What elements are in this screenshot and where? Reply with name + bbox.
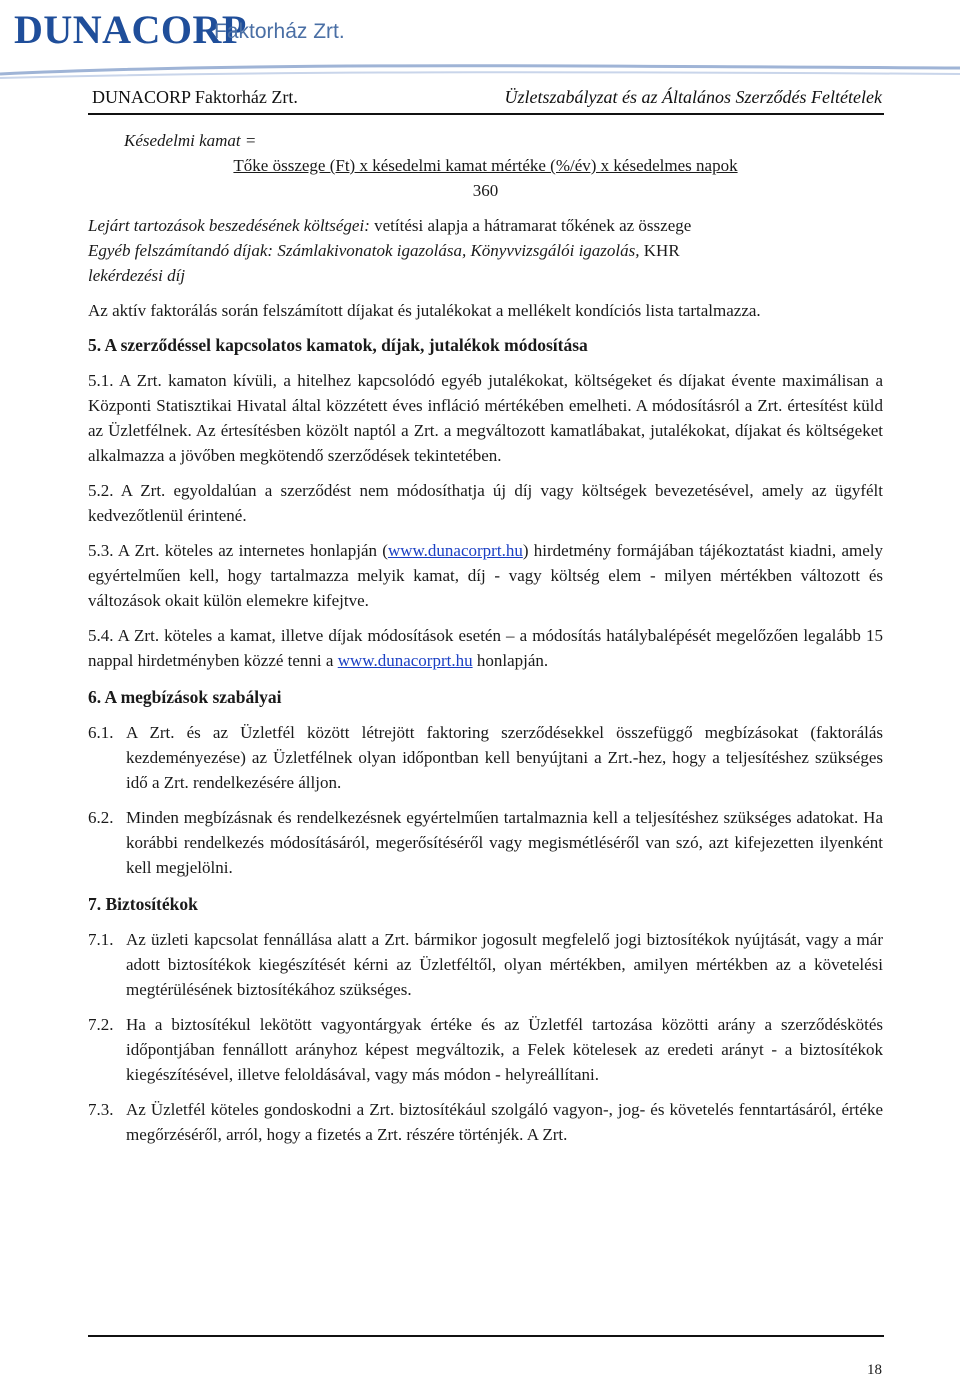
list-item xyxy=(88,1012,883,1087)
item-text: Az üzleti kapcsolat fennállása alatt a Zrt. bármikor jogosult megfelelő jogi biztosítékok nyújtását, vagy a már adott biztosítékok kiegészítését kérni az Üzletféltől, olyan mértékben, amilyen mértékben az a követelési megtérülésének biztosítékához szükséges. xyxy=(126,930,883,999)
item-text: A Zrt. és az Üzletfél között létrejött faktoring szerződésekkel összefüggő megbízásokat (faktorálás kezdeményezése) az Üzletfélnek olyan időpontban kell benyújtani a Zrt.-hez, hogy a teljesítéshez szükséges idő a Zrt. rendelkezésére álljon. xyxy=(126,723,883,792)
list-item xyxy=(88,1097,883,1147)
collection-costs-line xyxy=(88,213,883,238)
running-header-company: DUNACORP Faktorház Zrt. xyxy=(92,87,298,107)
formula-numerator: Tőke összege (Ft) x késedelmi kamat mértéke (%/év) x késedelmes napok xyxy=(233,156,738,175)
footer-rule xyxy=(88,1335,884,1337)
paragraph-5-4-text-b: honlapján. xyxy=(472,651,549,670)
item-text: Minden megbízásnak és rendelkezésnek egyértelműen tartalmaznia kell a teljesítéshez szükséges adatokat. Ha korábbi rendelkezés módosításáról, megerősítéséről vagy megismétléséről van szó, azt kifejezetten ilyenként kell megjelölni. xyxy=(126,808,883,877)
header-logo xyxy=(0,0,960,80)
item-text: Ha a biztosítékul lekötött vagyontárgyak értéke és az Üzletfél tartozása közötti arány a szerződéskötés időpontjában fennállott arányhoz képest megváltozik, a Felek kötelesek az eredeti arányt - a biztosítékok kiegészítésével, illetve feloldásával, vagy más módon - helyreállítani. xyxy=(126,1015,883,1084)
section-5-heading: 5. A szerződéssel kapcsolatos kamatok, díjak, jutalékok módosítása xyxy=(88,335,588,355)
paragraph-5-3 xyxy=(88,538,883,613)
running-header-title: Üzletszabályzat és az Általános Szerződés Feltételek xyxy=(504,87,882,107)
formula-label: Késedelmi kamat = xyxy=(124,131,257,150)
list-item xyxy=(88,805,883,880)
conditions-paragraph: Az aktív faktorálás során felszámított díjakat és jutalékokat a mellékelt kondíciós lista tartalmazza. xyxy=(88,301,761,320)
item-number: 7.1. xyxy=(88,930,114,949)
collection-costs-label: Lejárt tartozások beszedésének költségei: xyxy=(88,216,370,235)
header-rule xyxy=(88,113,884,115)
brand-subtitle: Faktorház Zrt. xyxy=(214,20,345,43)
item-number: 7.2. xyxy=(88,1015,114,1034)
section-7-heading: 7. Biztosítékok xyxy=(88,894,198,914)
collection-costs-text: vetítési alapja a hátramarat tőkének az összege xyxy=(369,216,692,235)
brand-logo: DUNACORP xyxy=(14,7,247,52)
paragraph-5-2: 5.2. A Zrt. egyoldalúan a szerződést nem módosíthatja új díj vagy költségek bevezetésével, amely az ügyfélt kedvezőtlenül érintené. xyxy=(88,481,883,525)
other-fees-label: Egyéb felszámítandó díjak: Számlakivonatok igazolása, Könyvvizsgálói igazolás, xyxy=(88,241,640,260)
paragraph-5-4-text-a: 5.4. A Zrt. köteles a kamat, illetve díjak módosítások esetén – a módosítás hatálybalépését megelőzően legalább 15 nappal hirdetményben közzé tenni a xyxy=(88,626,883,670)
other-fees-line-end: lekérdezési díj xyxy=(88,266,186,285)
website-link[interactable]: www.dunacorprt.hu xyxy=(337,651,473,670)
paragraph-5-1: 5.1. A Zrt. kamaton kívüli, a hitelhez kapcsolódó egyéb jutalékokat, költségeket és díjakat évente maximálisan a Központi Statisztikai Hivatal által közzétett éves infláció mértékében emelheti. A módosításról a Zrt. értesítést küld az Üzletfélnek. Az értesítésben közölt naptól a Zrt. a megváltozott kamatlábakat, jutalékokat, díjakat és költségeket alkalmazza a jövőben megkötendő szerződések tekintetében. xyxy=(88,371,883,465)
list-item xyxy=(88,720,883,795)
page-body xyxy=(88,128,883,1147)
paragraph-5-3-text-a: 5.3. A Zrt. köteles az internetes honlapján ( xyxy=(88,541,388,560)
item-number: 6.1. xyxy=(88,723,114,742)
item-number: 7.3. xyxy=(88,1100,114,1119)
item-text: Az Üzletfél köteles gondoskodni a Zrt. biztosítékául szolgáló vagyon-, jog- és követelés fenntartásáról, értéke megőrzéséről, arról, hogy a fizetés a Zrt. részére történjék. A Zrt. xyxy=(126,1100,883,1144)
other-fees-line xyxy=(88,238,883,263)
section-6-heading: 6. A megbízások szabályai xyxy=(88,687,282,707)
item-number: 6.2. xyxy=(88,808,114,827)
formula-denominator: 360 xyxy=(472,181,499,200)
paragraph-5-3-text-b: ) hirdetmény formájában tájékoztatást kiadni, amely egyértelműen kell, hogy tartalmazza melyik kamat, díj - vagy költség elem - milyen mértékben változott és változások okait külön elemekre kifejtve. xyxy=(88,541,883,610)
page-number: 18 xyxy=(867,1362,882,1378)
list-item xyxy=(88,927,883,1002)
website-link[interactable]: www.dunacorprt.hu xyxy=(387,541,523,560)
paragraph-5-4 xyxy=(88,623,883,673)
other-fees-text: KHR xyxy=(639,241,680,260)
